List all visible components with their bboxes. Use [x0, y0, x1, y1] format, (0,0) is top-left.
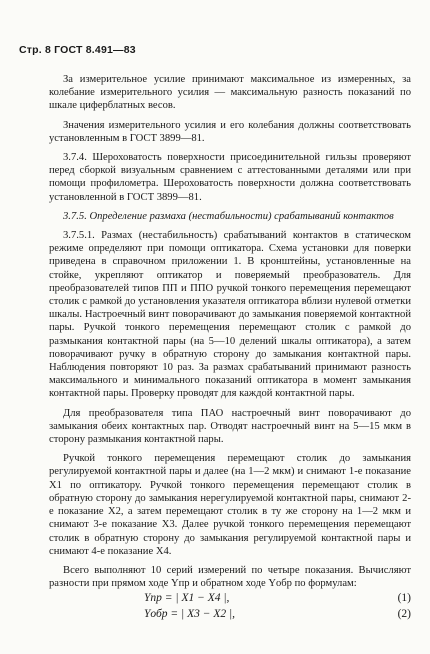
formula-number: (2): [397, 608, 411, 621]
paragraph: Значения измерительного усилия и его колебания должны соответствовать установленным в ГОСТ 3899—81.: [49, 119, 411, 144]
formula-1: [49, 592, 411, 608]
section-heading: 3.7.5. Определение размаха (нестабильности) срабатываний контактов: [63, 210, 394, 222]
page-header: Стр. 8 ГОСТ 8.491—83: [19, 44, 136, 56]
formula-expression: Yпр = | X1 − X4 |,: [144, 592, 230, 605]
formula-expression: Yобр = | X3 − X2 |,: [144, 608, 236, 621]
formula-number: (1): [397, 592, 411, 605]
document-body: [49, 73, 411, 624]
paragraph: Ручкой тонкого перемещения перемещают столик до замыкания регулируемой контактной пары и далее (на 1—2 мкм) и снимают 1-е показание X1 по оптикатору. Ручкой тонкого перемещения перемещают столик в обратную сторону до замыкания нерегулируемой контактной пары, снимают 2-е показание X2, а затем перемещают столик в ту же сторону на 1—2 мкм и снимают 3-е показание X3. Далее ручкой тонкого перемещения перемещают столик в обратную сторону до замыкания регулируемой контактной пары и снимают 4-е показание X4.: [49, 453, 411, 557]
paragraph: За измерительное усилие принимают максимальное из измеренных, за колебание измерительного усилия — максимальную разность показаний по шкале циферблатных весов.: [49, 74, 411, 112]
paragraph: Для преобразователя типа ПАО настроечный винт поворачивают до замыкания обеих контактных пар. Отводят настроечный винт на 5—15 мкм в сторону размыкания контактной пары.: [49, 407, 411, 446]
paragraph: 3.7.5.1. Размах (нестабильность) срабатываний контактов в статическом режиме определяют при помощи оптикатора. Схема установки для поверки приведена в справочном приложении 1. В кронштейны, установленные на стойке, укрепляют оптикатор и поверяемый преобразователь. Для преобразователей типов ПП и ППО ручкой тонкого перемещения перемещают столик с рамкой до установления указателя оптикатора вблизи нулевой отметки шкалы. Настроечный винт поворачивают до замыкания поверяемой контактной пары. Ручкой тонкого перемещения перемещают столик с рамкой до размыкания контактной пары (на 5—10 делений шкалы оптикатора), а затем поворачивают ручку в обратную сторону до замыкания контактной пары. Наблюдения повторяют 10 раз. За размах срабатываний принимают разность максимального и минимального показаний оптикатора в момент замыкания контактной пары. Проверку проводят для каждой контактной пары.: [49, 230, 411, 400]
paragraph: 3.7.4. Шероховатость поверхности присоединительной гильзы проверяют перед сборкой визуальным сравнением с аттестованными деталями или при помощи профилометра. Шероховатость поверхности должна соответствовать установленной в ГОСТ 3899—81.: [49, 152, 411, 203]
paragraph: Всего выполняют 10 серий измерений по четыре показания. Вычисляют разности при прямом ходе Yпр и обратном ходе Yобр по формулам:: [49, 564, 411, 590]
formula-2: [49, 608, 411, 624]
